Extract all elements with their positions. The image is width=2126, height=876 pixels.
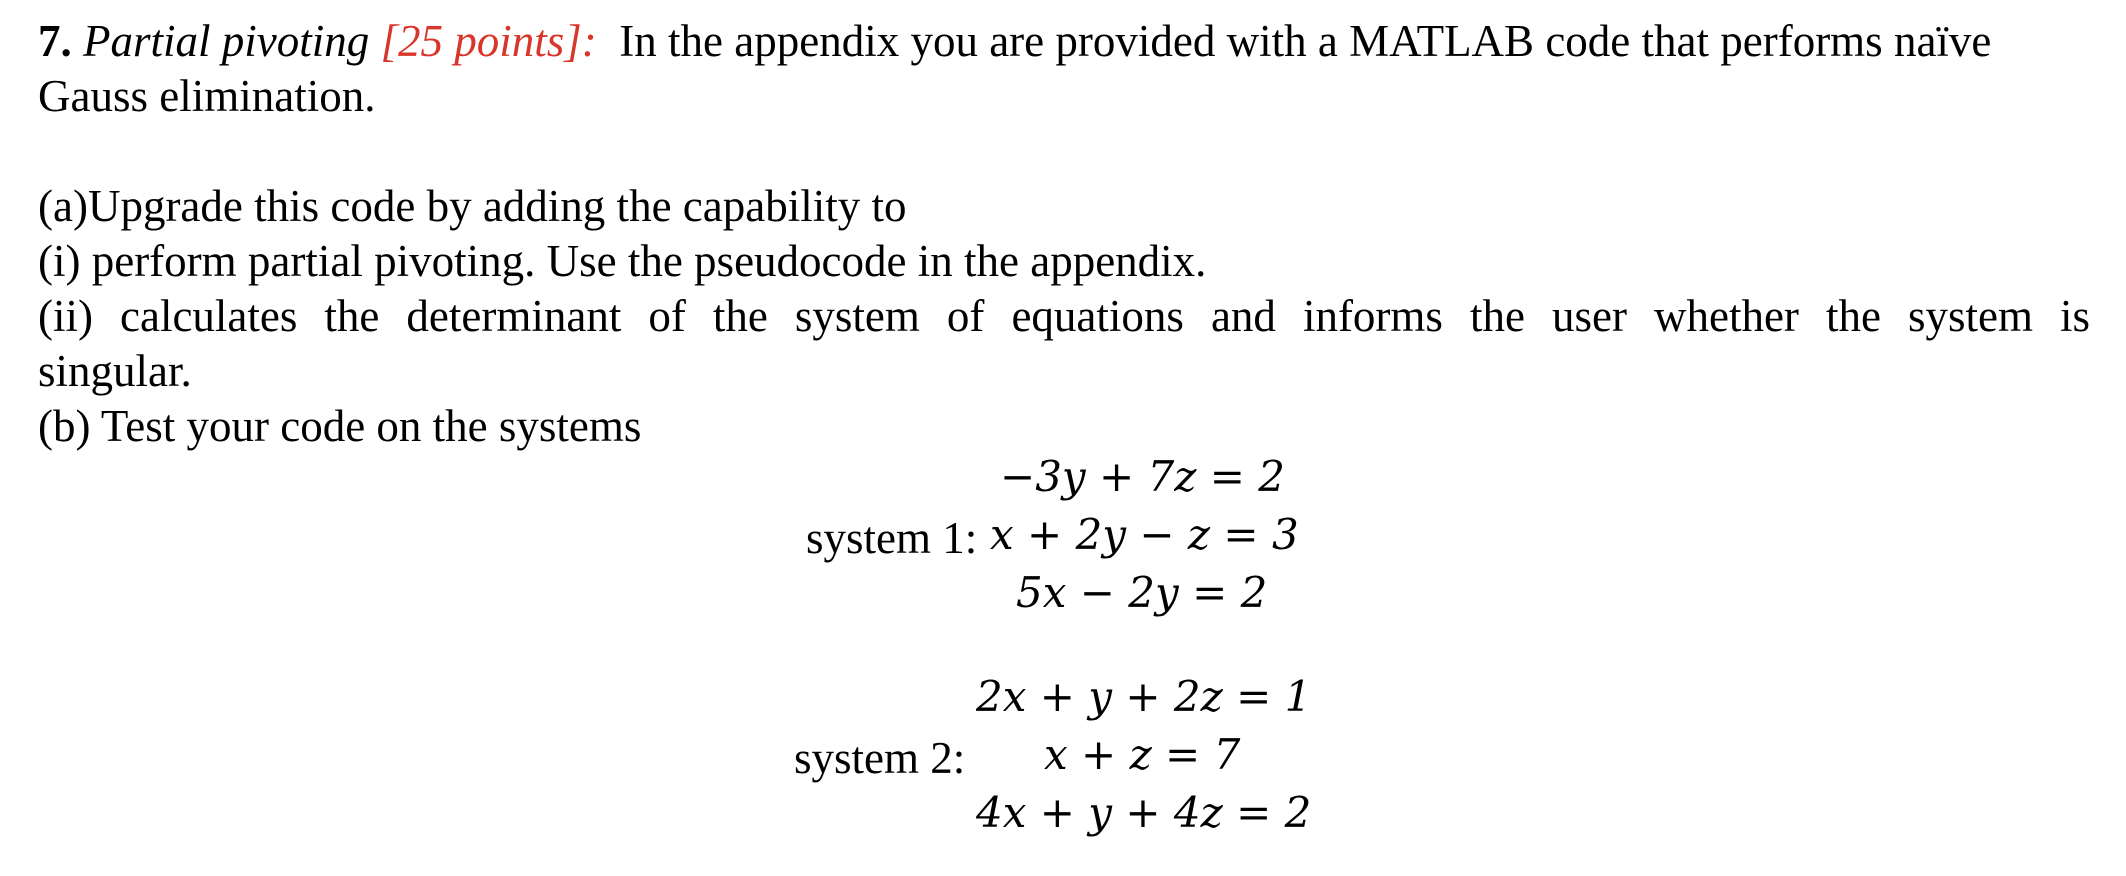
system2-eq3: 4x + y + 4z = 2 (976, 788, 1312, 837)
spacer (38, 124, 2090, 179)
problem-page (38, 14, 2090, 454)
problem-header (38, 14, 2090, 69)
system1-eq1: −3y + 7z = 2 (1000, 452, 1285, 501)
intro-matlab: MATLAB (1349, 16, 1535, 66)
intro-line2: Gauss elimination. (38, 71, 376, 121)
system1-eq3: 5x − 2y = 2 (1016, 568, 1268, 617)
part-a-ii-line2: singular. (38, 346, 192, 396)
system2-label: system 2: (794, 733, 966, 783)
system1-eq2: x + 2y − z = 3 (990, 510, 1299, 559)
part-b: (b) Test your code on the systems (38, 401, 642, 451)
problem-title: Partial pivoting (83, 16, 370, 66)
problem-number: 7. (38, 16, 72, 66)
intro-text-part1: In the appendix you are provided with a (619, 16, 1338, 66)
system1-label: system 1: (806, 513, 978, 563)
system2-eq1: 2x + y + 2z = 1 (976, 672, 1312, 721)
system2-eq2: x + z = 7 (1044, 730, 1241, 779)
part-a: (a)Upgrade this code by adding the capability to (38, 181, 907, 231)
problem-points: [25 points]: (380, 16, 597, 66)
part-a-i: (i) perform partial pivoting. Use the pseudocode in the appendix. (38, 236, 1207, 286)
intro-text-part2: code that performs naïve (1545, 16, 1992, 66)
part-a-ii-line1: (ii) calculates the determinant of the system of equations and informs the user whether the system is (38, 291, 2090, 341)
